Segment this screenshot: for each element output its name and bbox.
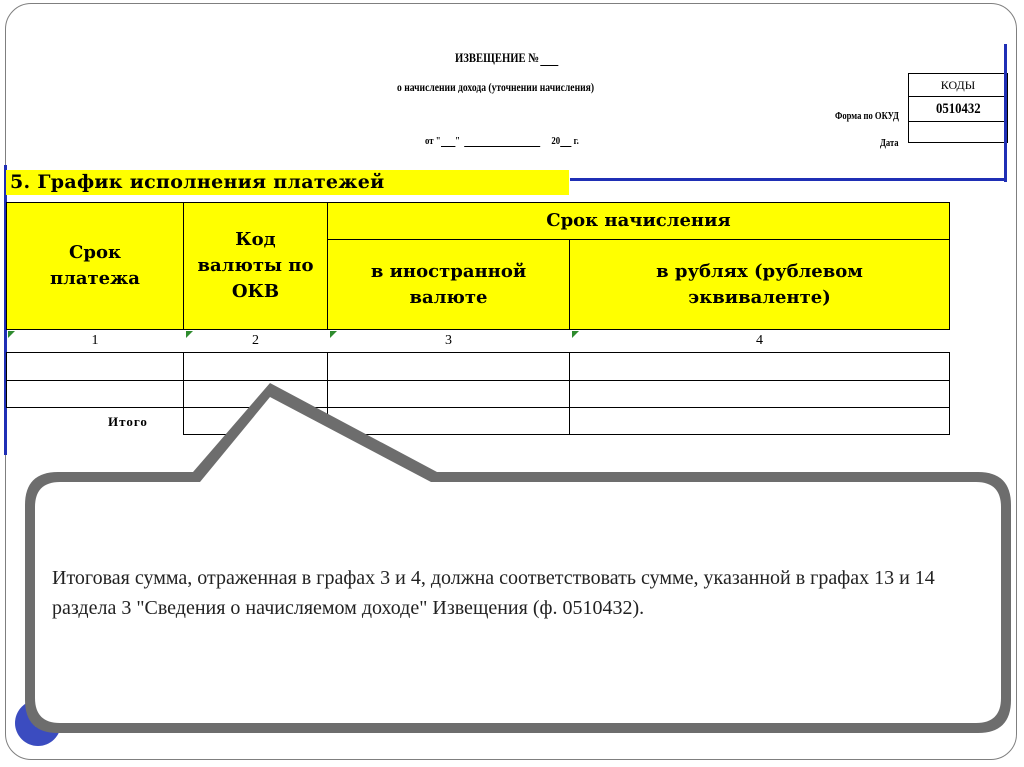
col-currency-code-label: Код валюты по ОКВ bbox=[197, 229, 314, 302]
col-number-1: 1 bbox=[91, 333, 99, 348]
codes-heading: КОДЫ bbox=[909, 74, 1008, 97]
col-number-4: 4 bbox=[756, 333, 763, 348]
date-prefix: от " bbox=[425, 135, 441, 147]
document-title-text: ИЗВЕЩЕНИЕ № bbox=[455, 50, 540, 65]
date-quote: " bbox=[455, 135, 460, 147]
date-label: Дата bbox=[880, 137, 899, 149]
col-rub-label: в рублях (рублевом эквиваленте) bbox=[656, 260, 863, 308]
callout-text: Итоговая сумма, отраженная в графах 3 и 4, должна соответствовать сумме, указанной в графах 13 и 14 раздела 3 "Сведения о начисляемом доходе" Извещения (ф. 0510432). bbox=[52, 567, 935, 619]
form-code: 0510432 bbox=[935, 100, 981, 117]
col-foreign-label: в иностранной валюте bbox=[370, 260, 527, 308]
section-title: 5. График исполнения платежей bbox=[6, 170, 569, 195]
total-label: Итого bbox=[108, 414, 148, 429]
col-number-2: 2 bbox=[252, 333, 259, 348]
form-okud-label: Форма по ОКУД bbox=[835, 110, 899, 122]
document-subtitle: о начислении дохода (уточнении начисления) bbox=[397, 80, 595, 94]
col-payment-term-label: Срок платежа bbox=[50, 242, 140, 289]
col-accrual-term-label: Срок начисления bbox=[546, 210, 731, 231]
date-year: 20 bbox=[551, 135, 561, 147]
col-number-3: 3 bbox=[445, 333, 452, 348]
date-suffix: г. bbox=[573, 135, 579, 147]
